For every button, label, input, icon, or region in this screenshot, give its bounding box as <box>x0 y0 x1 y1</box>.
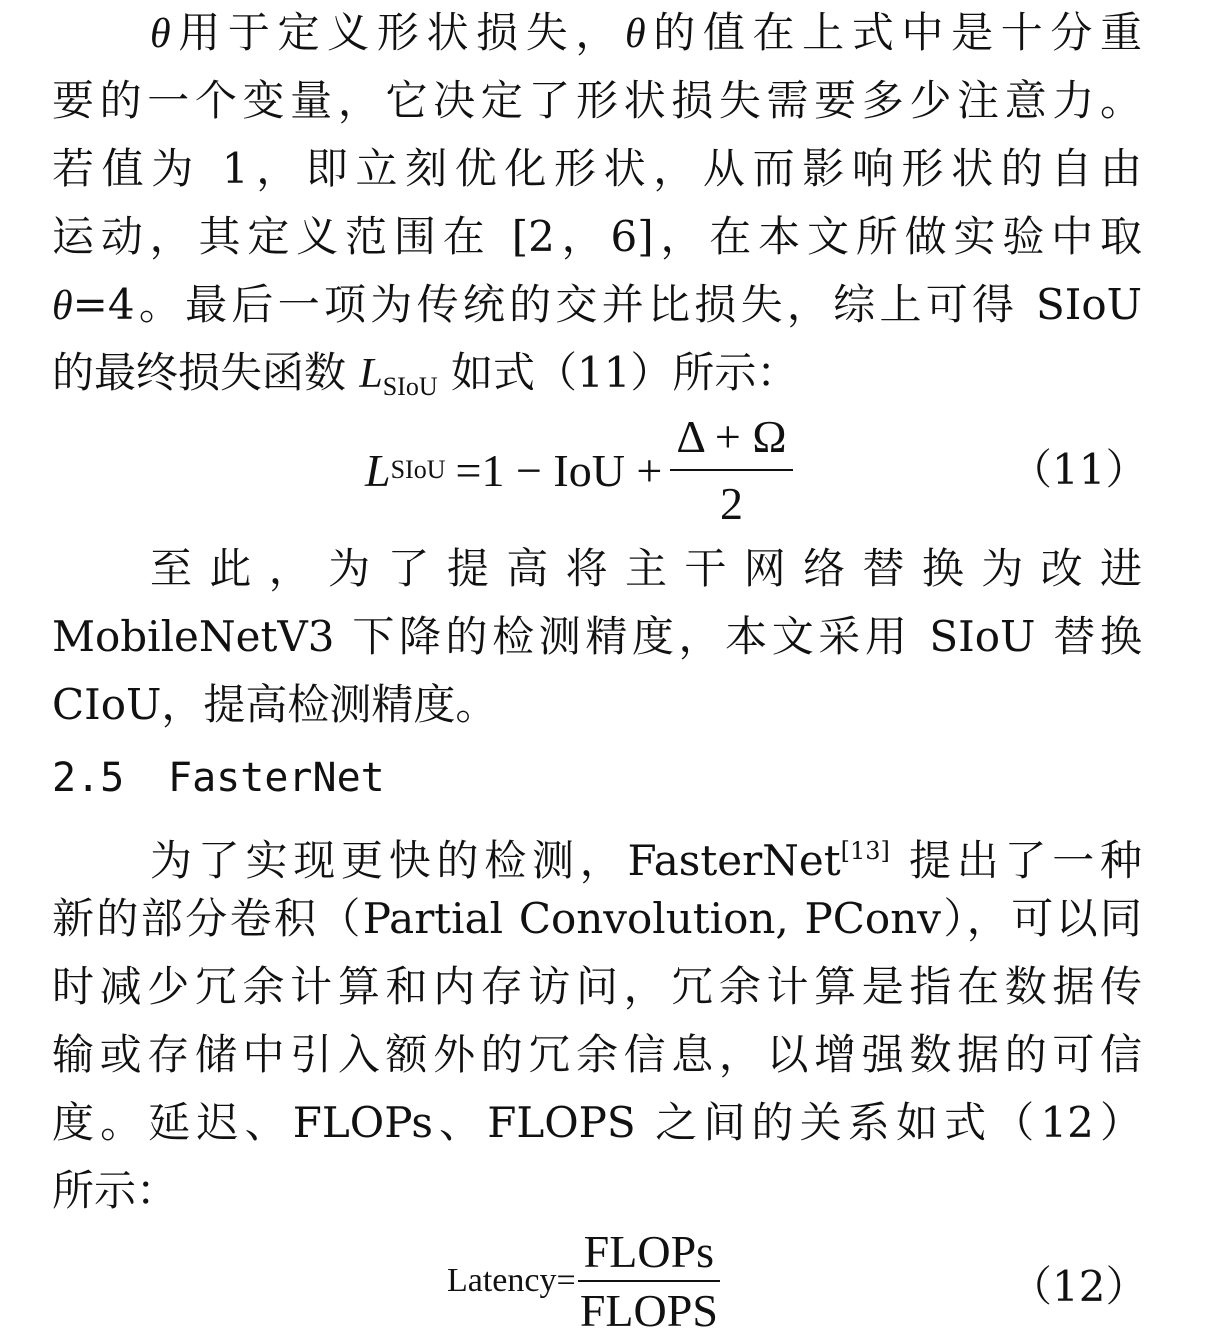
paragraph3-line4: 输或存储中引入额外的冗余信息，以增强数据的可信 <box>52 1030 1142 1079</box>
equation12-fraction <box>578 1225 720 1337</box>
paragraph2-line3: CIoU，提高检测精度。 <box>52 680 498 729</box>
paragraph3-line5: 度。延迟、FLOPs、FLOPS 之间的关系如式（12） <box>52 1098 1142 1147</box>
paragraph1-line6-text: 的最终损失函数 <box>52 348 360 397</box>
equation-11 <box>365 410 793 530</box>
equation11-fraction <box>670 410 792 530</box>
paragraph1-line5-text: =4。最后一项为传统的交并比损失，综上可得 SIoU <box>72 280 1142 329</box>
paragraph3-line2: 新的部分卷积（Partial Convolution, PConv），可以同 <box>52 894 1142 943</box>
equation12-lhs: Latency= <box>447 1262 576 1299</box>
paragraph2-line1: 至此，为了提高将主干网络替换为改进 <box>150 544 1142 593</box>
theta-symbol: θ <box>150 11 171 57</box>
paragraph1-line1 <box>52 0 1142 66</box>
equation11-numerator: Δ + Ω <box>676 411 787 462</box>
loss-subscript: SIoU <box>382 372 438 401</box>
paragraph1-line3: 若值为 1，即立刻优化形状，从而影响形状的自由 <box>52 144 1142 193</box>
paragraph3-line3: 时减少冗余计算和内存访问，冗余计算是指在数据传 <box>52 962 1142 1011</box>
paragraph1-line1-text: 用于定义形状损失， <box>170 8 625 57</box>
paragraph1-line1-tail: 的值在上式中是十分重 <box>645 8 1142 57</box>
paragraph1-line5 <box>52 272 1142 338</box>
equation12-denominator: FLOPS <box>579 1285 718 1336</box>
paragraph1-line6-post: 如式（11）所示： <box>437 348 799 397</box>
section-title: FasterNet <box>168 755 385 801</box>
equation11-number: （11） <box>1010 445 1148 494</box>
paragraph1-line4: 运动，其定义范围在 [2，6]，在本文所做实验中取 <box>52 212 1142 261</box>
paragraph3-line1-text: 为了实现更快的检测，FasterNet <box>150 836 841 885</box>
equation11-subscript: SIoU <box>390 455 446 484</box>
theta-symbol: θ <box>625 11 646 57</box>
paragraph3-line6: 所示： <box>52 1166 179 1215</box>
equation11-loss-symbol: L <box>365 444 391 496</box>
paragraph1-line6 <box>52 340 1142 406</box>
loss-symbol: L <box>359 351 383 397</box>
citation: [13] <box>840 837 890 865</box>
paragraph2-line2: MobileNetV3 下降的检测精度，本文采用 SIoU 替换 <box>52 612 1142 661</box>
equation-12 <box>447 1225 720 1337</box>
theta-symbol: θ <box>52 283 73 329</box>
equation12-numerator: FLOPs <box>583 1226 715 1277</box>
section-number: 2.5 <box>52 755 125 801</box>
paragraph3-line1-post: 提出了一种 <box>889 836 1142 885</box>
equation11-middle: =1 − IoU + <box>455 444 663 496</box>
paragraph3-line1 <box>52 818 1142 884</box>
equation11-denominator: 2 <box>719 478 743 529</box>
section-heading <box>52 748 385 808</box>
paragraph1-line2: 要的一个变量，它决定了形状损失需要多少注意力。 <box>52 76 1142 125</box>
equation12-number: （12） <box>1010 1262 1148 1311</box>
